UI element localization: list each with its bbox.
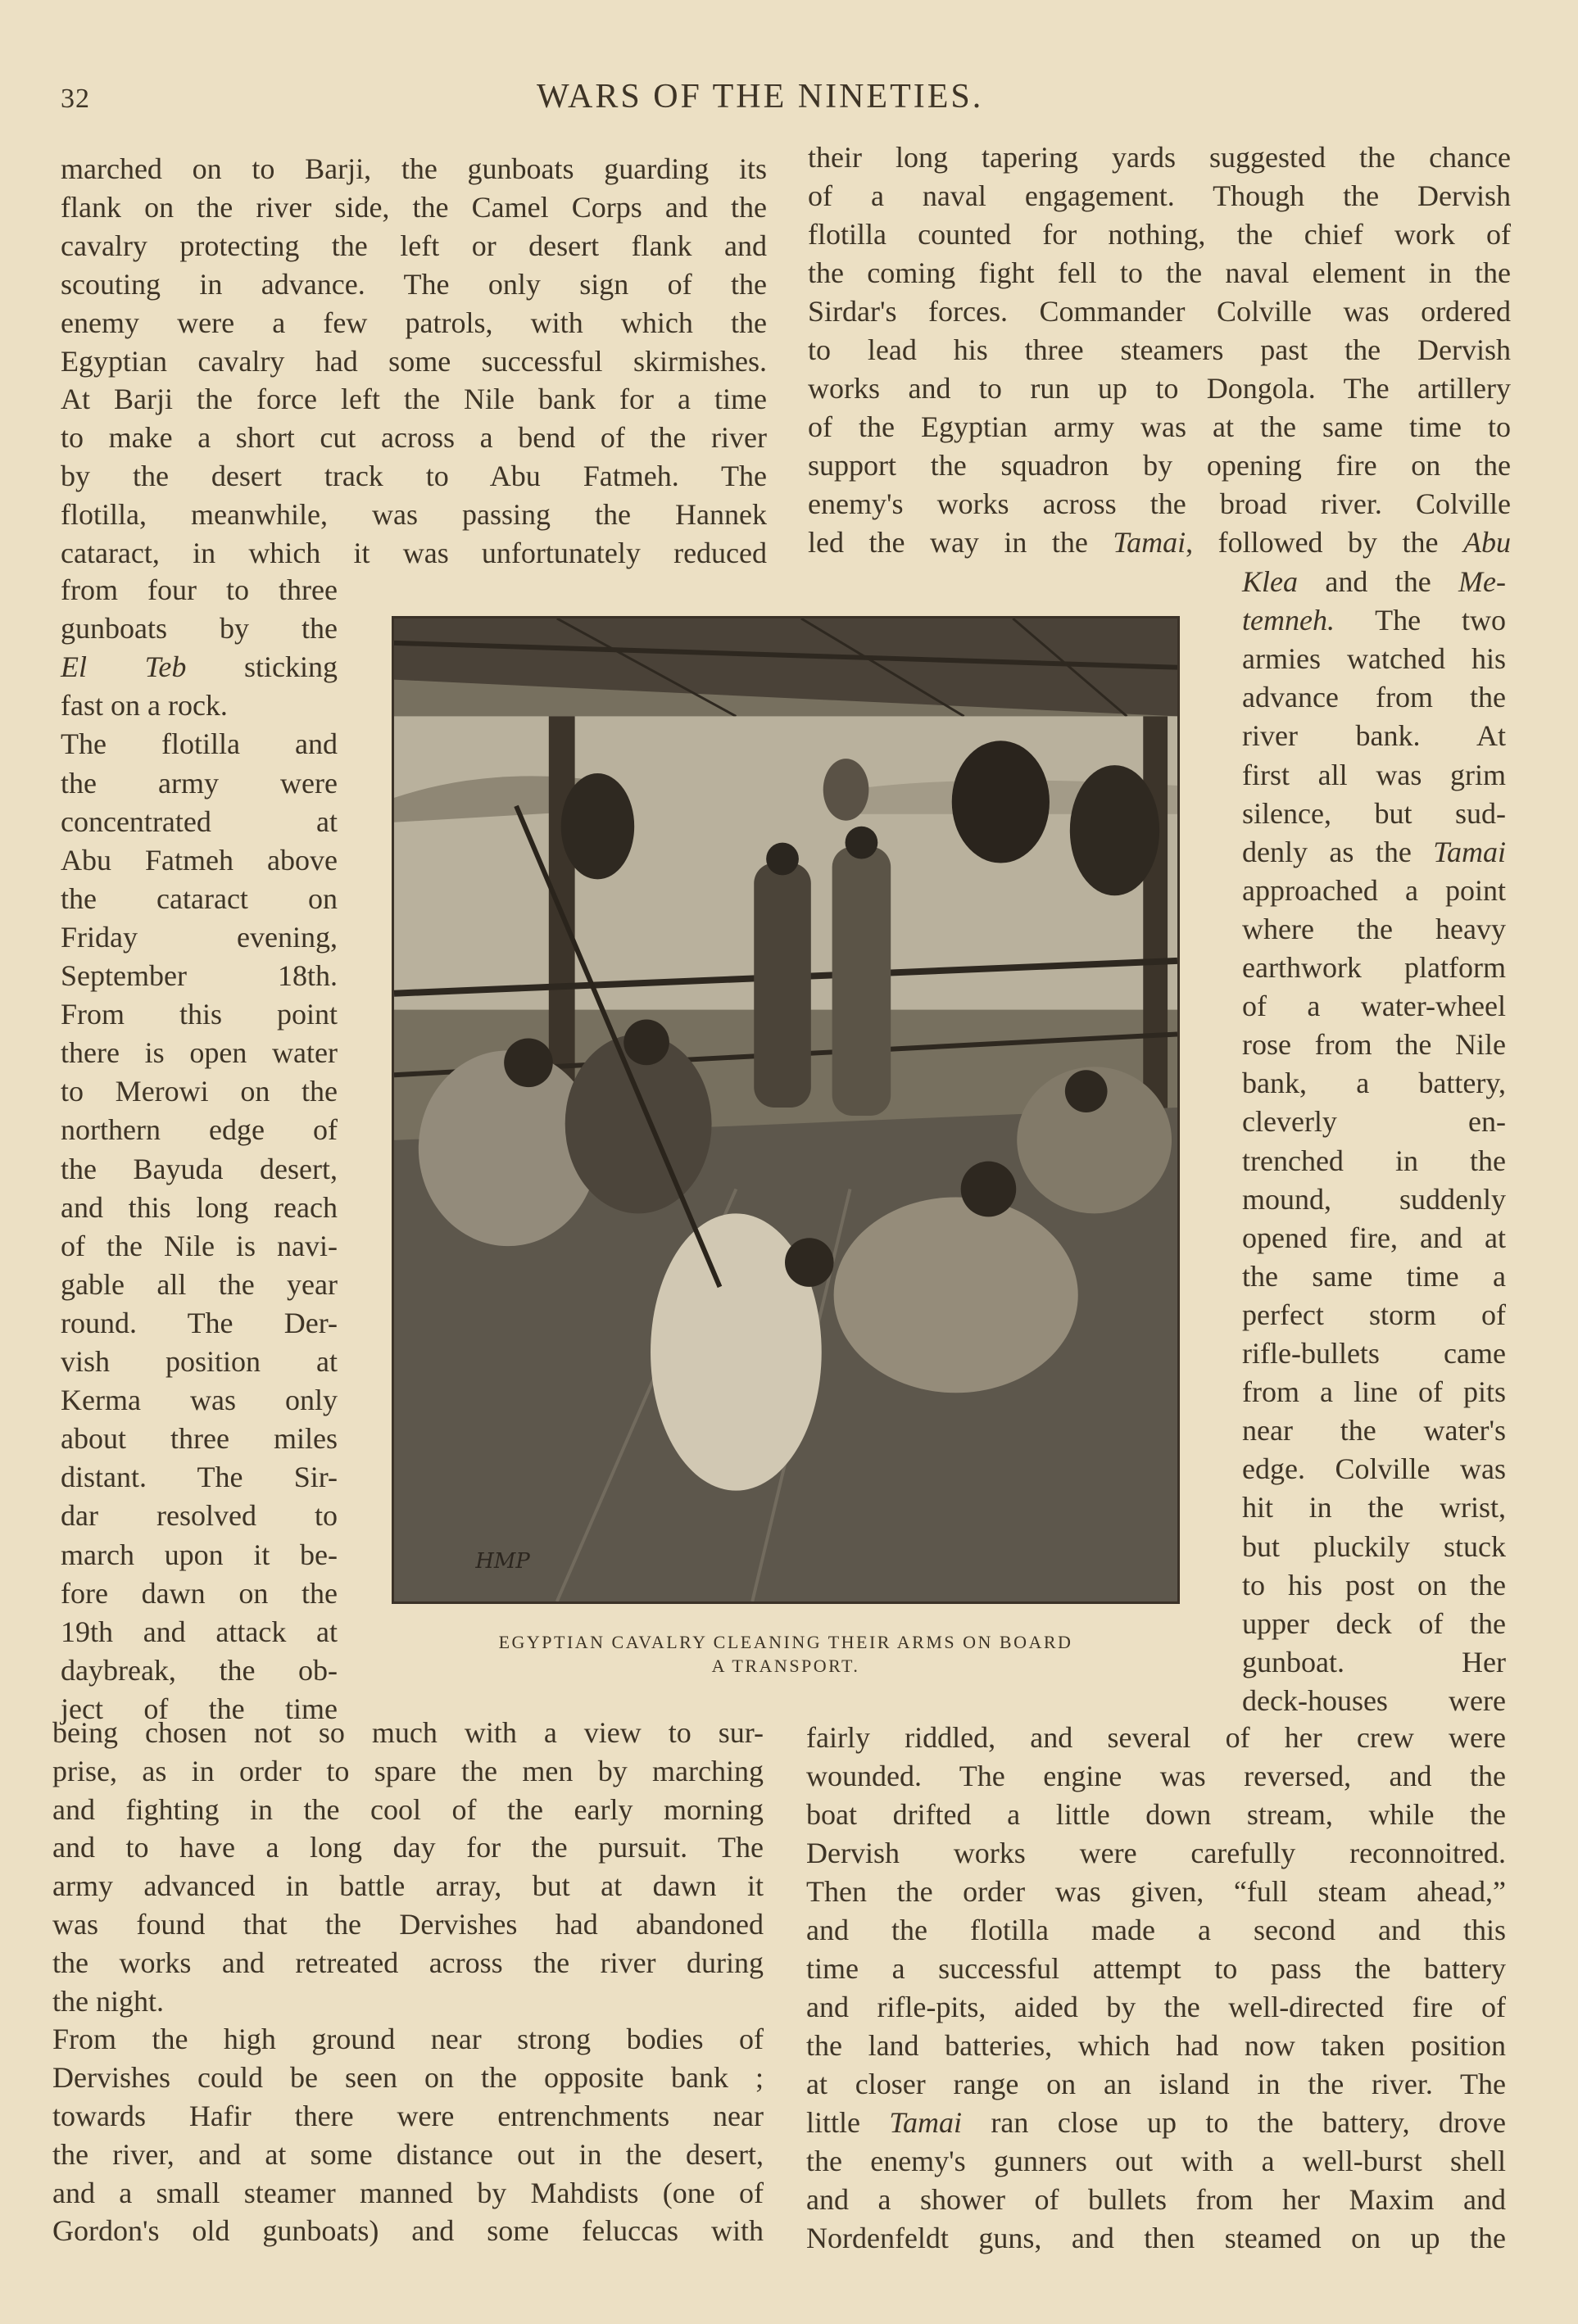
body-text-line: armies watched his [1242, 642, 1506, 676]
body-text-line: their long tapering yards suggested the chance [808, 141, 1511, 174]
body-text-line: of a naval engagement. Though the Dervish [808, 179, 1511, 212]
body-text-line: 19th and attack at [61, 1615, 338, 1648]
body-text-line: flotilla counted for nothing, the chief work of [808, 218, 1511, 251]
engraving-illustration [392, 616, 1180, 1604]
body-text-line: and this long reach [61, 1190, 338, 1224]
body-text-line: boat drifted a little down stream, while the [806, 1798, 1506, 1831]
body-text-line: Sirdar's forces. Commander Colville was ordered [808, 295, 1511, 328]
body-text-line: Gordon's old gunboats) and some feluccas with [52, 2214, 764, 2248]
body-text-line: concentrated at [61, 804, 338, 838]
body-text-line: round. The Der- [61, 1306, 338, 1339]
body-text-line: Klea and the Me- [1242, 565, 1506, 598]
body-text-line: earthwork platform [1242, 951, 1506, 984]
body-text-line: enemy's works across the broad river. Colville [808, 487, 1511, 520]
body-text-line: cavalry protecting the left or desert flank and [61, 229, 767, 262]
body-text-line: and fighting in the cool of the early morning [52, 1792, 764, 1826]
body-text-line: to Merowi on the [61, 1075, 338, 1108]
body-text-line: near the water's [1242, 1414, 1506, 1447]
body-text-line: bank, a battery, [1242, 1067, 1506, 1100]
body-text-line: upper deck of the [1242, 1606, 1506, 1640]
body-text-line: led the way in the Tamai, followed by the Abu [808, 526, 1512, 559]
body-text-line: river bank. At [1242, 719, 1506, 753]
body-text-line: being chosen not so much with a view to sur- [52, 1716, 764, 1749]
body-text-line: of a water-wheel [1242, 990, 1506, 1023]
body-text-line: El Teb sticking [61, 650, 338, 684]
body-text-line: distant. The Sir- [61, 1461, 338, 1494]
body-text-line: Friday evening, [61, 920, 338, 954]
body-text-line: the coming fight fell to the naval element in the [808, 256, 1511, 289]
body-text-line: Nordenfeldt guns, and then steamed on up the [806, 2222, 1506, 2254]
body-text-line: the enemy's gunners out with a well-burst shell [806, 2145, 1506, 2177]
body-text-line: cataract, in which it was unfortunately reduced [61, 537, 767, 569]
body-text-line: Abu Fatmeh above [61, 843, 338, 877]
body-text-line: the cataract on [61, 881, 338, 915]
body-text-line: September 18th. [61, 959, 338, 992]
body-text-line: dar resolved to [61, 1499, 338, 1533]
body-text-line: was found that the Dervishes had abandoned [52, 1908, 764, 1941]
body-text-line: Kerma was only [61, 1384, 338, 1417]
body-text-line: gable all the year [61, 1267, 338, 1301]
body-text-line: rifle-bullets came [1242, 1337, 1506, 1370]
body-text-line: of the Nile is navi- [61, 1229, 338, 1262]
body-text-line: ject of the time [61, 1692, 338, 1725]
body-text-line: the army were [61, 766, 338, 800]
body-text-line: enemy were a few patrols, with which the [61, 306, 767, 339]
body-text-line: approached a point [1242, 873, 1506, 907]
body-text-line: time a successful attempt to pass the battery [806, 1952, 1506, 1985]
body-text-line: gunboat. Her [1242, 1645, 1506, 1678]
body-text-line: about three miles [61, 1422, 338, 1456]
caption-line-2: A TRANSPORT. [711, 1656, 860, 1676]
body-text-line: rose from the Nile [1242, 1028, 1506, 1062]
body-text-line: Egyptian cavalry had some successful skirmishes. [61, 344, 767, 378]
body-text-line: the Bayuda desert, [61, 1152, 338, 1185]
body-text-line: Dervishes could be seen on the opposite bank ; [52, 2061, 764, 2095]
body-text-line: where the heavy [1242, 912, 1506, 945]
body-text-line: works and to run up to Dongola. The artillery [808, 372, 1511, 405]
body-text-line: deck-houses were [1242, 1683, 1506, 1717]
body-text-line: and the flotilla made a second and this [806, 1914, 1506, 1946]
body-text-line: northern edge of [61, 1113, 338, 1147]
page-header [0, 72, 1578, 121]
body-text-line: Dervish works were carefully reconnoitred. [806, 1837, 1506, 1869]
caption-line-1: EGYPTIAN CAVALRY CLEANING THEIR ARMS ON BOARD [498, 1632, 1073, 1652]
body-text-line: the same time a [1242, 1259, 1506, 1293]
body-text-line: army advanced in battle array, but at dawn it [52, 1869, 764, 1903]
body-text-line: to lead his three steamers past the Dervish [808, 333, 1511, 366]
body-text-line: little Tamai ran close up to the battery, drove [806, 2106, 1506, 2139]
body-text-line: to make a short cut across a bend of the river [61, 421, 767, 455]
body-text-line: the land batteries, which had now taken position [806, 2029, 1506, 2062]
body-text-line: support the squadron by opening fire on the [808, 449, 1511, 482]
body-text-line: advance from the [1242, 681, 1506, 714]
body-text-line: towards Hafir there were entrenchments near [52, 2100, 764, 2132]
body-text-line: daybreak, the ob- [61, 1653, 338, 1687]
body-text-line: fast on a rock. [61, 689, 228, 723]
body-text-line: at closer range on an island in the river. The [806, 2068, 1506, 2100]
body-text-line: cleverly en- [1242, 1105, 1506, 1139]
body-text-line: and a small steamer manned by Mahdists (one of [52, 2176, 764, 2209]
body-text-line: gunboats by the [61, 612, 338, 646]
body-text-line: flotilla, meanwhile, was passing the Hannek [61, 498, 767, 532]
body-text-line: and rifle-pits, aided by the well-directed fire of [806, 1991, 1506, 2023]
body-text-line: The flotilla and [61, 727, 338, 761]
body-text-line: but pluckily stuck [1242, 1529, 1506, 1563]
body-text-line: prise, as in order to spare the men by marching [52, 1754, 764, 1787]
body-text-line: of the Egyptian army was at the same time to [808, 410, 1511, 443]
body-text-line: silence, but sud- [1242, 796, 1506, 830]
body-text-line: there is open water [61, 1036, 338, 1070]
running-title: WARS OF THE NINETIES. [537, 78, 984, 116]
body-text-line: opened fire, and at [1242, 1221, 1506, 1254]
body-text-line: flank on the river side, the Camel Corps and the [61, 190, 767, 224]
body-text-line: the night. [52, 1984, 164, 2018]
page-number: 32 [61, 84, 90, 114]
body-text-line: the works and retreated across the river during [52, 1946, 764, 1979]
transport-deck-engraving [394, 618, 1177, 1601]
body-text-line: from four to three [61, 573, 338, 606]
body-text-line: wounded. The engine was reversed, and the [806, 1760, 1506, 1792]
body-text-line: fore dawn on the [61, 1576, 338, 1610]
body-text-line: hit in the wrist, [1242, 1491, 1506, 1524]
body-text-line: Then the order was given, “full steam ahead,” [806, 1875, 1506, 1908]
body-text-line: perfect storm of [1242, 1298, 1506, 1331]
body-text-line: At Barji the force left the Nile bank for a time [61, 383, 767, 416]
body-text-line: From this point [61, 998, 338, 1031]
body-text-line: From the high ground near strong bodies of [52, 2023, 764, 2056]
body-text-line: from a line of pits [1242, 1375, 1506, 1409]
body-text-line: fairly riddled, and several of her crew were [806, 1721, 1506, 1754]
body-text-line: marched on to Barji, the gunboats guarding its [61, 152, 767, 185]
body-text-line: vish position at [61, 1345, 338, 1378]
artist-signature: HMP [475, 1549, 530, 1574]
body-text-line: march upon it be- [61, 1538, 338, 1571]
body-text-line: first all was grim [1242, 758, 1506, 791]
body-text-line: and a shower of bullets from her Maxim and [806, 2183, 1506, 2216]
body-text-line: and to have a long day for the pursuit. The [52, 1831, 764, 1864]
body-text-line: by the desert track to Abu Fatmeh. The [61, 460, 767, 493]
body-text-line: to his post on the [1242, 1568, 1506, 1601]
body-text-line: denly as the Tamai [1242, 835, 1506, 868]
body-text-line: scouting in advance. The only sign of the [61, 267, 767, 301]
body-text-line: trenched in the [1242, 1144, 1506, 1177]
body-text-line: temneh. The two [1242, 604, 1506, 637]
body-text-line: mound, suddenly [1242, 1182, 1506, 1216]
body-text-line: edge. Colville was [1242, 1452, 1506, 1486]
body-text-line: the river, and at some distance out in the desert, [52, 2137, 764, 2171]
